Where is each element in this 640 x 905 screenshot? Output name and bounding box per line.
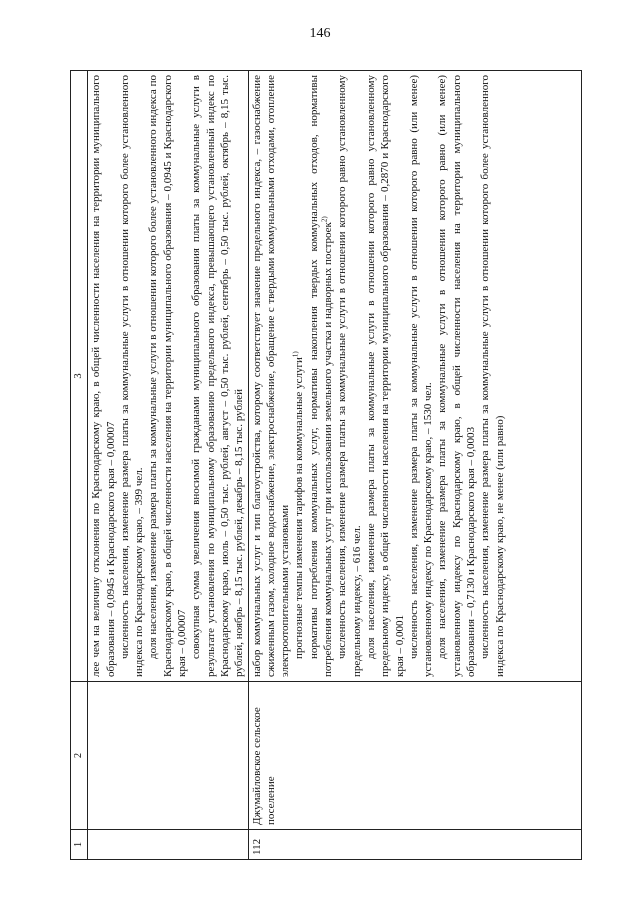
rotated-table (70, 70, 582, 860)
paragraph: доля населения, изменение размера платы за коммунальные услуги в отношении которого равно установленному предельному индексу, в общей численности населения на территории муниципального образования – 0,2870 и Краснодарского края – 0,0001 (364, 75, 406, 677)
paragraph: численность населения, изменение размера платы за коммунальные услуги в отношении которого равно установленному предельному индексу, – 616 чел. (336, 75, 363, 677)
paragraph: доля населения, изменение размера платы за коммунальные услуги в отношении которого равно (или менее) установленному индексу по Краснодарскому краю, в общей численности населения на территории муниципального образования – 0,7130 и Краснодарского края – 0,0003 (436, 75, 478, 677)
footnote-marker: 2) (320, 216, 329, 223)
row-number-cell: 112 (248, 830, 581, 860)
paragraph: совокупная сумма увеличения вносимой гражданами муниципального образования платы за коммунальные услуги в результате установления по муниципальному образованию предельного индекса, превышающего установленный индекс по Краснодарскому краю, июль – 0,50 тыс. рублей, август – 0,50 тыс. рублей, сентябрь – 0,50 тыс. рублей, октябрь – 8,15 тыс. рублей, ноябрь – 8,15 тыс. рублей, декабрь – 8,15 тыс. рублей (190, 75, 246, 677)
paragraph: лее чем на величину отклонения по Краснодарскому краю, в общей численности населения на территории муниципального образования – 0,0945 и Краснодарского края – 0,00007 (90, 75, 117, 677)
paragraph: набор коммунальных услуг и тип благоустройства, которому соответствует значение предельного индекса, – газоснабжение сжиженным газом, холодное водоснабжение, электроснабжение, обращение с твердыми коммунальными отходами, отопление электроотопительными установками (250, 75, 292, 677)
paragraph: численность населения, изменение размера платы за коммунальные услуги в отношении которого равно (или менее) установленному индексу по Краснодарскому краю, – 1530 чел. (407, 75, 435, 677)
paragraph (292, 75, 306, 677)
row-name-cell: Джумайловское сельское поселение (248, 682, 581, 830)
document-table (70, 70, 582, 860)
paragraph-text: нормативы потребления коммунальных услуг, нормативы накопления твердых коммунальных отходов, нормативы потребления коммунальных услуг при использовании земельного участка и надворных построек (307, 75, 335, 677)
page-number: 146 (309, 26, 331, 41)
header-cell-3: 3 (71, 71, 88, 682)
row-name-cell (88, 682, 248, 830)
paragraph: численность населения, изменение размера платы за коммунальные услуги в отношении которого более установленного индекса по Краснодарскому краю, не менее (или равно) (479, 75, 506, 677)
row-text-cell (88, 71, 248, 682)
rotated-table-wrapper (70, 70, 582, 860)
paragraph: численность населения, изменение размера платы за коммунальные услуги в отношении которого более установленного индекса по Краснодарскому краю, – 399 чел. (118, 75, 146, 677)
footnote-marker: 1) (291, 351, 300, 358)
paragraph (307, 75, 336, 677)
table-header-row (71, 71, 88, 860)
table-row (248, 71, 581, 860)
header-cell-1: 1 (71, 830, 88, 860)
header-cell-2: 2 (71, 682, 88, 830)
paragraph: доля населения, изменение размера платы за коммунальные услуги в отношении которого более установленного индекса по Краснодарскому краю, в общей численности населения на территории муниципального образования – 0,0945 и Краснодарского края – 0,00007 (147, 75, 189, 677)
row-number-cell (88, 830, 248, 860)
paragraph-text: прогнозные темпы изменения тарифов на коммунальные услуги (293, 357, 306, 659)
row-text-cell (248, 71, 581, 682)
table-row (88, 71, 248, 860)
